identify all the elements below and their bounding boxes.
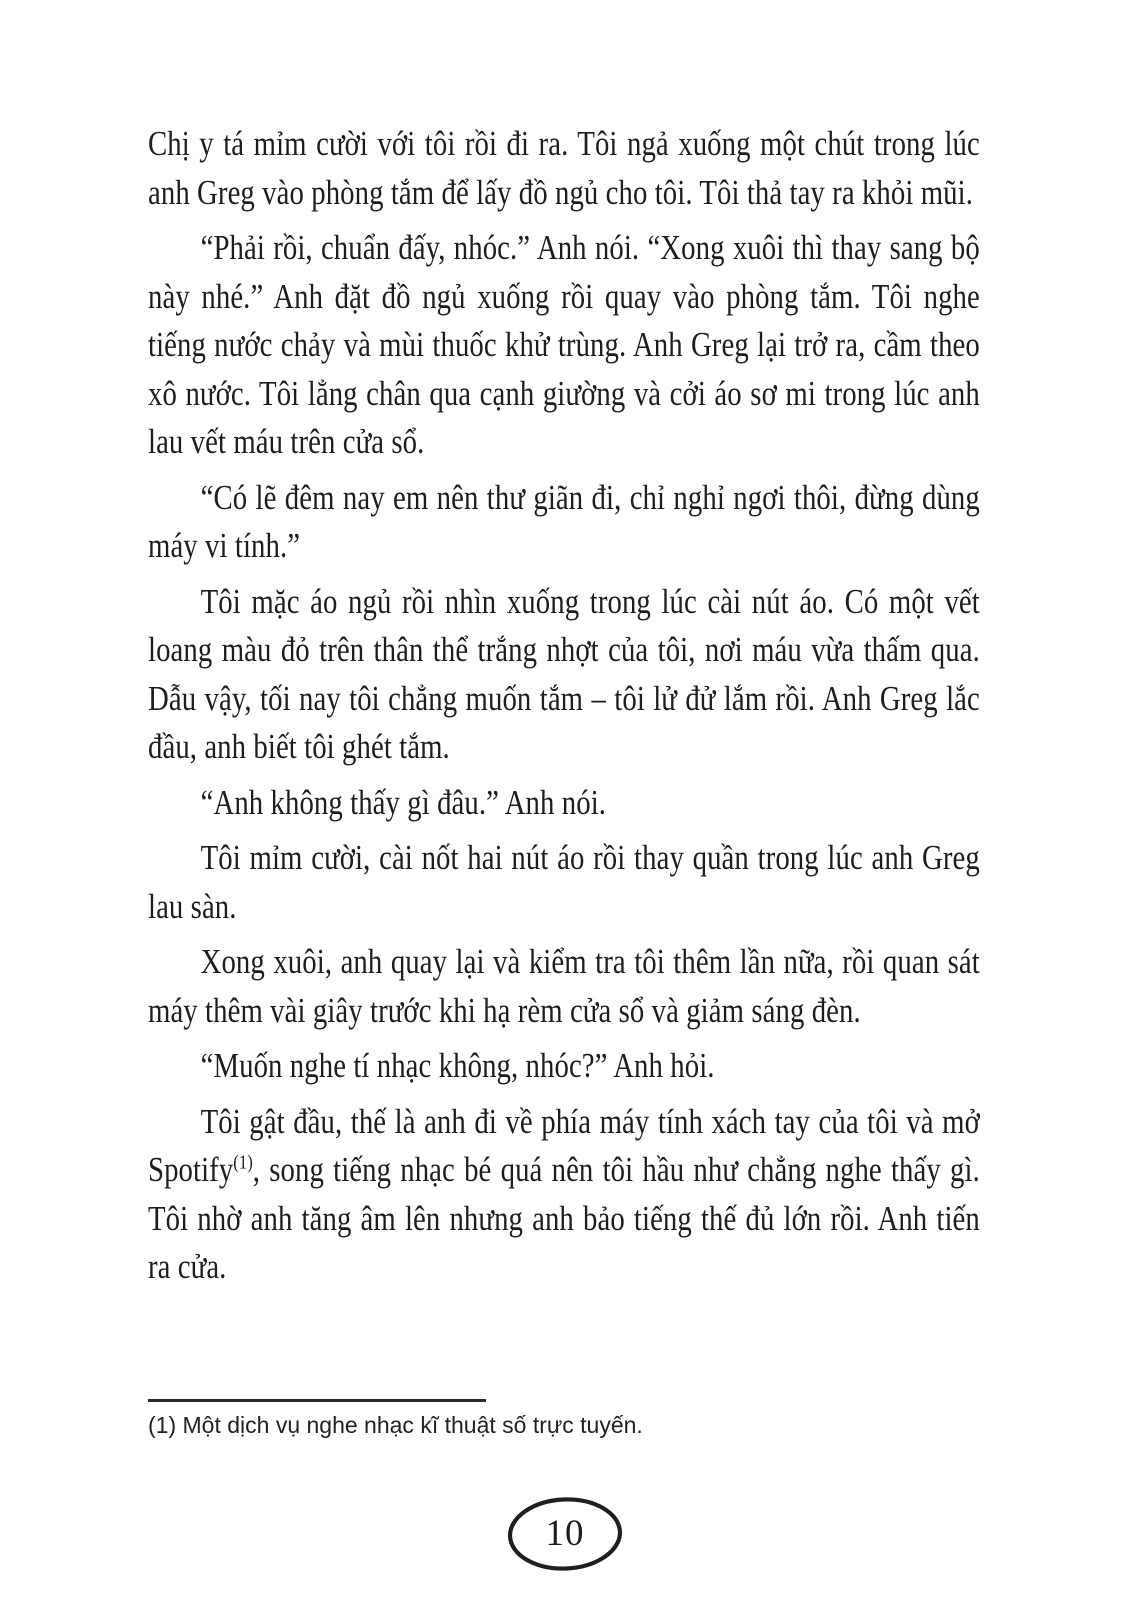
paragraph: Xong xuôi, anh quay lại và kiểm tra tôi thêm lần nữa, rồi quan sát máy thêm vài giây trước khi hạ rèm cửa sổ và giảm sáng đèn. [148, 942, 980, 1030]
footnote-divider [148, 1399, 486, 1402]
paragraph: Tôi mặc áo ngủ rồi nhìn xuống trong lúc cài nút áo. Có một vết loang màu đỏ trên thân thể trắng nhợt của tôi, nơi máu vừa thấm qua. Dẫu vậy, tối nay tôi chẳng muốn tắm – tôi lử đử lắm rồi. Anh Greg lắc đầu, anh biết tôi ghét tắm. [148, 581, 980, 766]
footnote [148, 1399, 848, 1440]
footnote-reference: (1) [233, 1151, 253, 1174]
paragraph: “Có lẽ đêm nay em nên thư giãn đi, chỉ nghỉ ngơi thôi, đừng dùng máy vi tính.” [148, 477, 980, 565]
body-text [148, 120, 980, 1299]
paragraph: “Muốn nghe tí nhạc không, nhóc?” Anh hỏi. [200, 1046, 715, 1085]
page-number-badge [504, 1494, 626, 1576]
paragraph-text: , song tiếng nhạc bé quá nên tôi hầu như chẳng nghe thấy gì. Tôi nhờ anh tăng âm lên nhưng anh bảo tiếng thế đủ lớn rồi. Anh tiến ra cửa. [148, 1150, 980, 1286]
footnote-text: (1) Một dịch vụ nghe nhạc kĩ thuật số trực tuyến. [148, 1412, 643, 1438]
page-number: 10 [545, 1512, 585, 1554]
paragraph: Chị y tá mỉm cười với tôi rồi đi ra. Tôi ngả xuống một chút trong lúc anh Greg vào phòng tắm để lấy đồ ngủ cho tôi. Tôi thả tay ra khỏi mũi. [148, 124, 980, 212]
paragraph [148, 1098, 980, 1292]
paragraph: “Phải rồi, chuẩn đấy, nhóc.” Anh nói. “Xong xuôi thì thay sang bộ này nhé.” Anh đặt đồ ngủ xuống rồi quay vào phòng tắm. Tôi nghe tiếng nước chảy và mùi thuốc khử trùng. Anh Greg lại trở ra, cầm theo xô nước. Tôi lẳng chân qua cạnh giường và cởi áo sơ mi trong lúc anh lau vết máu trên cửa sổ. [148, 228, 980, 461]
paragraph-text: Tôi gật đầu, thế là anh đi về phía máy tính xách tay của tôi và mở Spotify [148, 1101, 980, 1189]
paragraph: Tôi mỉm cười, cài nốt hai nút áo rồi thay quần trong lúc anh Greg lau sàn. [148, 838, 980, 926]
paragraph: “Anh không thấy gì đâu.” Anh nói. [200, 782, 607, 822]
